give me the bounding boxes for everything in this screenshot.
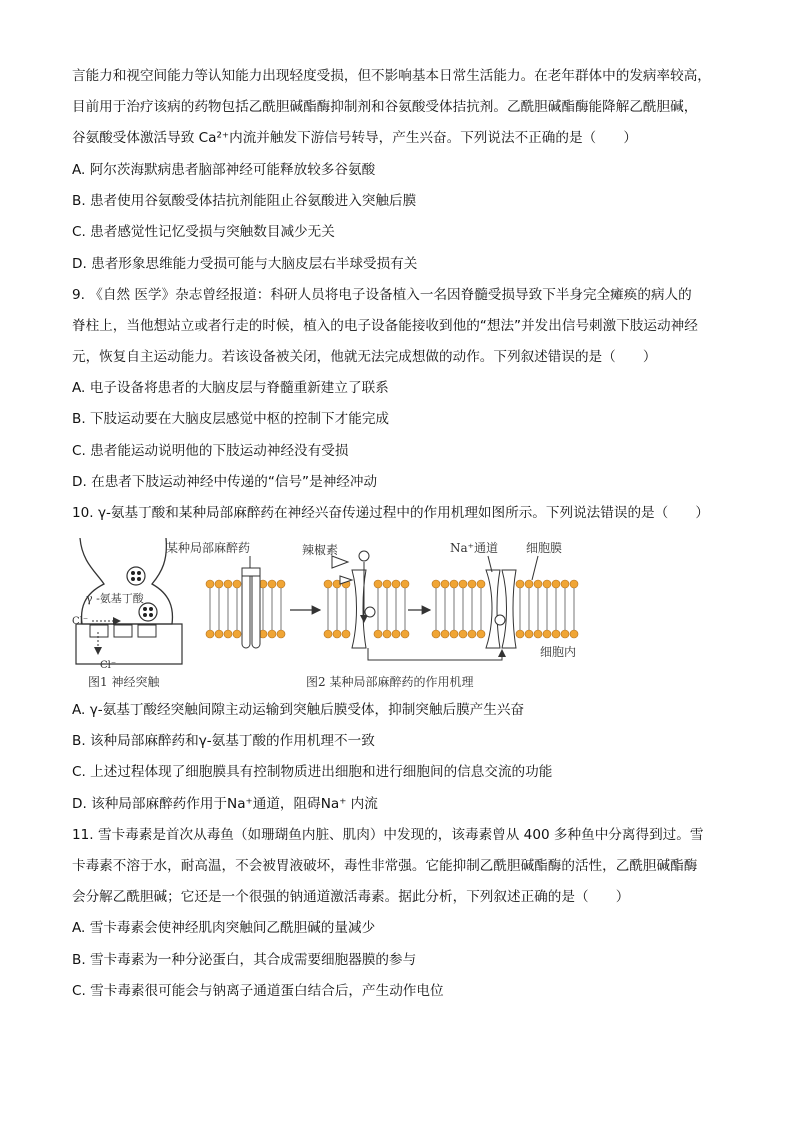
fig1-synapse (72, 538, 182, 689)
fig1-cl-bottom-label: Cl⁻ (100, 660, 117, 671)
membrane-segment-3 (432, 570, 578, 648)
q11-stem-line-2: 卡毒素不溶于水，耐高温，不会被胃液破坏，毒性非常强。它能抑制乙酰胆碱酯酶的活性，乙酰胆碱酯酶 (72, 858, 698, 874)
vesicle-release-icon (139, 603, 157, 621)
fig1-gaba-label: γ -氨基丁酸 (86, 592, 144, 605)
q10-option-c: C. 上述过程体现了细胞膜具有控制物质进出细胞和进行细胞间的信息交流的功能 (72, 764, 553, 780)
membrane-segment-2 (324, 551, 409, 648)
q10-option-a: A. γ-氨基丁酸经突触间隙主动运输到突触后膜受体，抑制突触后膜产生兴奋 (72, 702, 525, 718)
q10-figure (70, 532, 600, 692)
q9-stem-line-3: 元，恢复自主运动能力。若该设备被关闭，他就无法完成想做的动作。下列叙述错误的是（ ） (72, 349, 657, 365)
q9-stem-line-2: 脊柱上，当他想站立或者行走的时候，植入的电子设备能接收到他的“想法”并发出信号刺激下肢运动神经 (72, 318, 698, 334)
q8-option-c: C. 患者感觉性记忆受损与突触数目减少无关 (72, 224, 335, 240)
q11-option-b: B. 雪卡毒素为一种分泌蛋白，其合成需要细胞器膜的参与 (72, 952, 417, 968)
fig2-capsaicin-label: 辣椒素 (302, 543, 339, 557)
q9-option-b: B. 下肢运动要在大脑皮层感觉中枢的控制下才能完成 (72, 411, 390, 427)
q8-stem-line-2: 目前用于治疗该病的药物包括乙酰胆碱酯酶抑制剂和谷氨酸受体拮抗剂。乙酰胆碱酯酶能降解乙酰胆碱， (72, 99, 698, 115)
vesicle-icon (127, 567, 145, 585)
q11-stem-line-3: 会分解乙酰胆碱；它还是一个很强的钠通道激活毒素。据此分析，下列叙述正确的是（ ） (72, 889, 630, 905)
fig2-mechanism (166, 541, 578, 689)
q8-option-d: D. 患者形象思维能力受损可能与大脑皮层右半球受损有关 (72, 256, 418, 272)
membrane-segment-1 (206, 568, 286, 648)
q9-stem-line-1: 9. 《自然 医学》杂志曾经报道：科研人员将电子设备植入一名因脊髓受损导致下半身完全瘫痪的病人的 (72, 287, 692, 303)
fig2-anesthetic-label: 某种局部麻醉药 (166, 541, 251, 555)
fig2-membrane-label: 细胞膜 (526, 541, 563, 555)
q11-option-c: C. 雪卡毒素很可能会与钠离子通道蛋白结合后，产生动作电位 (72, 983, 444, 999)
fig1-cl-top-label: Cl⁻ (72, 616, 89, 627)
q8-stem-line-3: 谷氨酸受体激活导致 Ca²⁺内流并触发下游信号转导，产生兴奋。下列说法不正确的是（ ） (72, 130, 637, 146)
q10-option-b: B. 该种局部麻醉药和γ-氨基丁酸的作用机理不一致 (72, 733, 375, 749)
q9-option-d: D. 在患者下肢运动神经中传递的“信号”是神经冲动 (72, 474, 378, 490)
fig1-caption: 图1 神经突触 (88, 675, 160, 689)
q10-option-d: D. 该种局部麻醉药作用于Na⁺通道，阻碍Na⁺ 内流 (72, 796, 378, 812)
fig2-caption: 图2 某种局部麻醉药的作用机理 (306, 675, 474, 689)
fig2-na-channel-label: Na⁺通道 (450, 541, 498, 555)
q9-option-a: A. 电子设备将患者的大脑皮层与脊髓重新建立了联系 (72, 380, 389, 396)
q10-stem: 10. γ-氨基丁酸和某种局部麻醉药在神经兴奋传递过程中的作用机理如图所示。下列说法错误的是（ ） (72, 505, 710, 521)
fig2-intracellular-label: 细胞内 (540, 645, 577, 659)
q8-option-a: A. 阿尔茨海默病患者脑部神经可能释放较多谷氨酸 (72, 162, 376, 178)
q11-option-a: A. 雪卡毒素会使神经肌肉突触间乙酰胆碱的量减少 (72, 920, 376, 936)
q8-stem-line-1: 言能力和视空间能力等认知能力出现轻度受损，但不影响基本日常生活能力。在老年群体中的发病率较高， (72, 68, 711, 84)
q8-option-b: B. 患者使用谷氨酸受体拮抗剂能阻止谷氨酸进入突触后膜 (72, 193, 417, 209)
q9-option-c: C. 患者能运动说明他的下肢运动神经没有受损 (72, 443, 349, 459)
q11-stem-line-1: 11. 雪卡毒素是首次从毒鱼（如珊瑚鱼内脏、肌肉）中发现的，该毒素曾从 400 多种鱼中分离得到过。雪 (72, 827, 704, 843)
